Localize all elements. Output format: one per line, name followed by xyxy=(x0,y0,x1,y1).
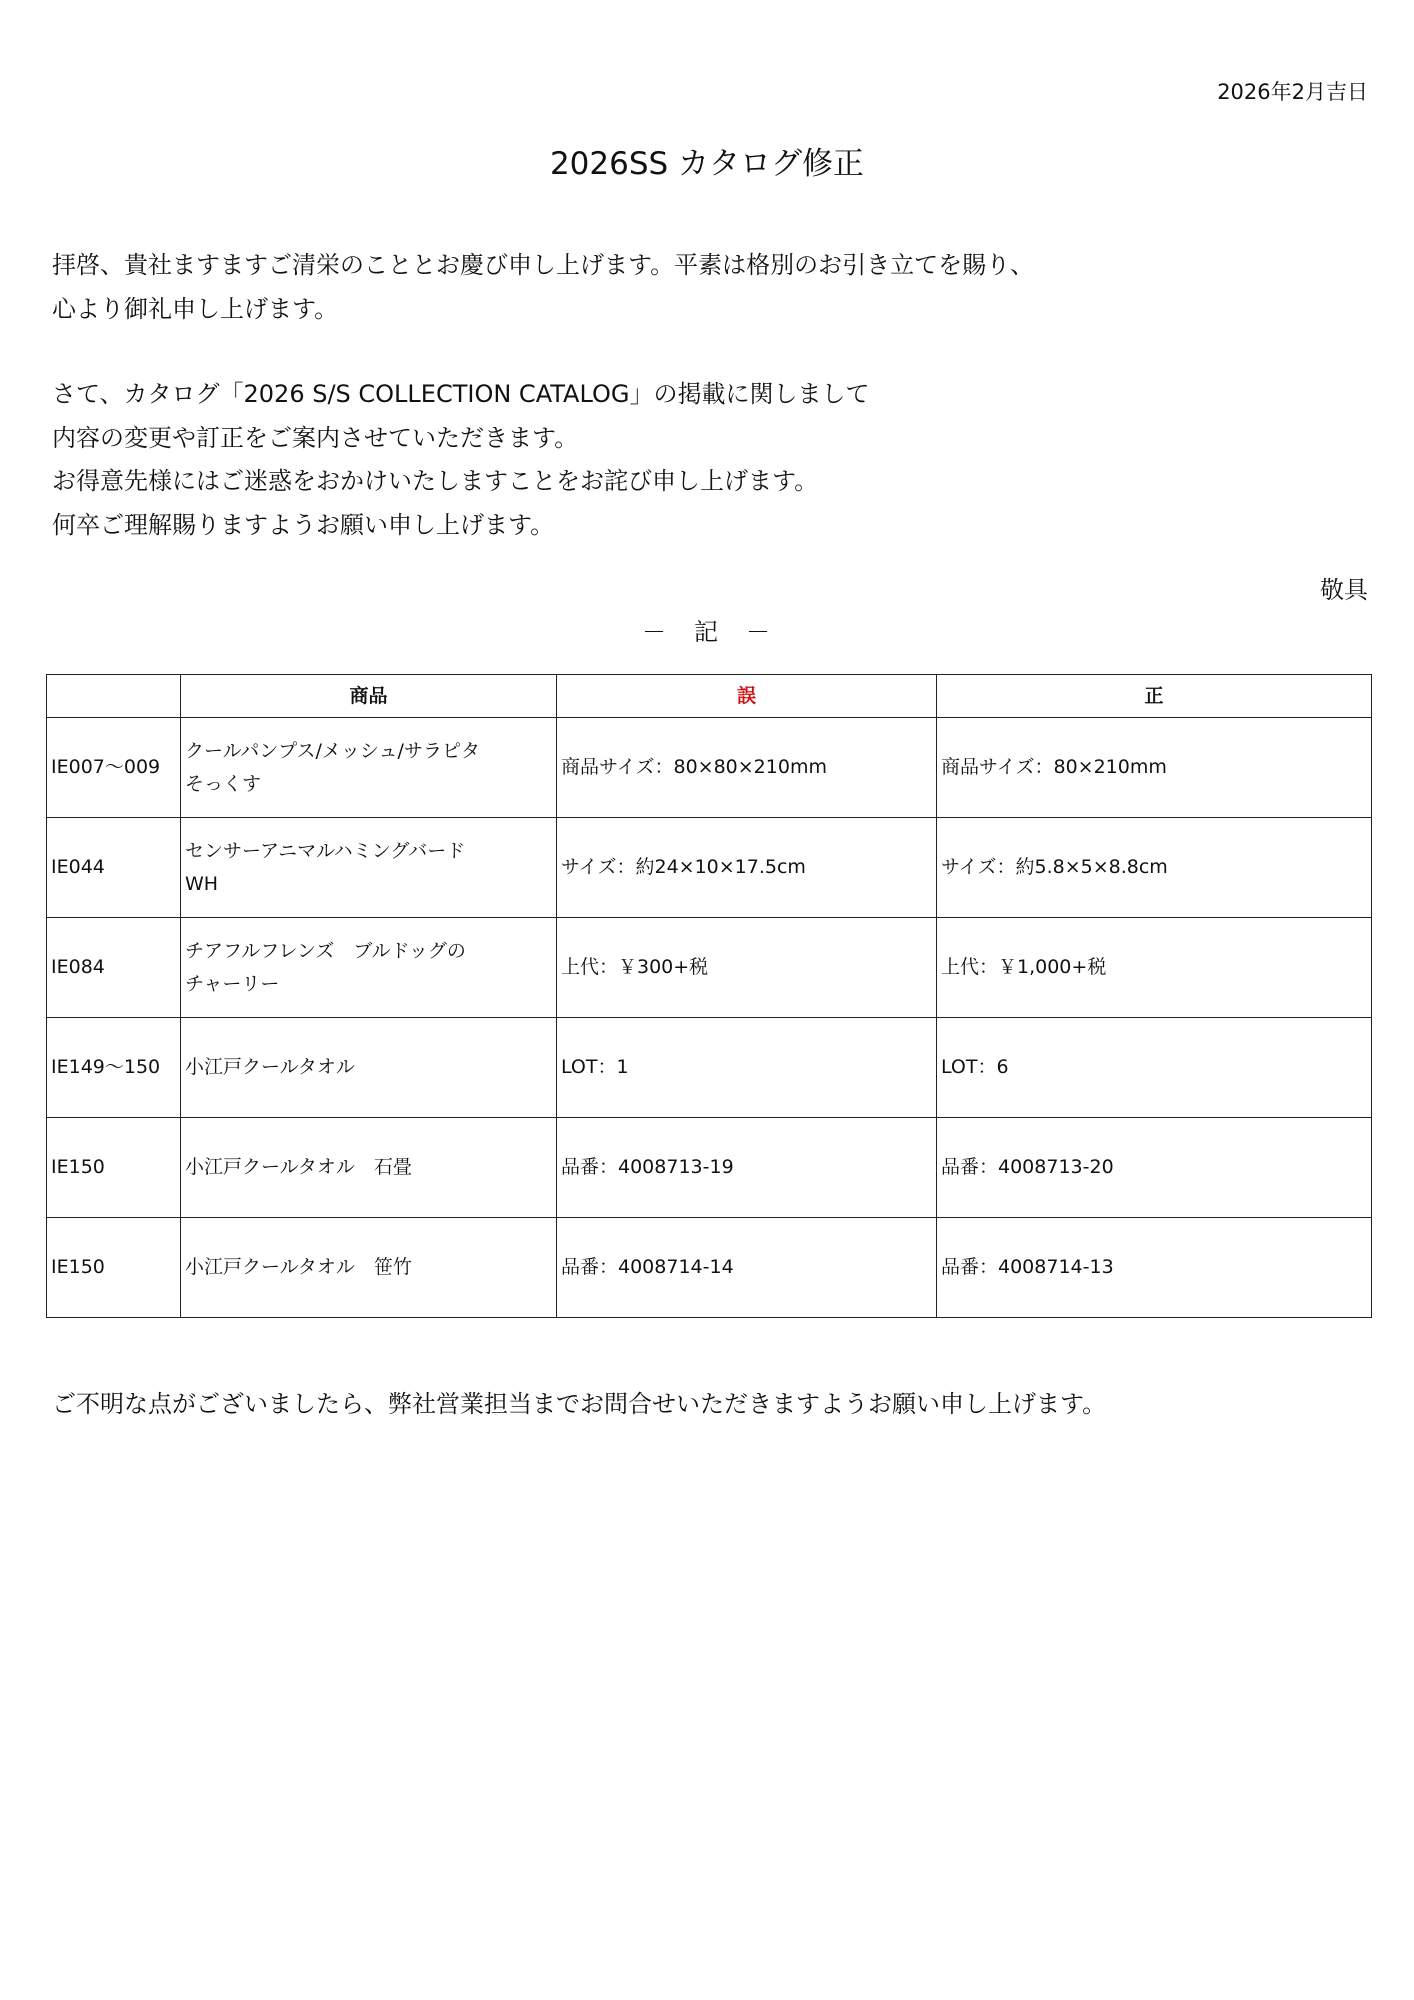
table-row xyxy=(47,1218,1372,1318)
header-product: 商品 xyxy=(181,675,557,718)
document-date: 2026年2月吉日 xyxy=(1217,80,1368,104)
product-line: クールパンプス/メッシュ/サラピタ xyxy=(185,739,480,762)
product-line: 小江戸クールタオル 笹竹 xyxy=(185,1256,412,1278)
table-header-row xyxy=(47,675,1372,718)
cell-product xyxy=(181,1018,557,1118)
cell-correct: 上代：￥1,000+税 xyxy=(937,918,1372,1018)
ki-heading: － 記 － xyxy=(642,618,772,646)
footer-note: ご不明な点がございましたら、弊社営業担当までお問合せいただきますようお願い申し上げます。 xyxy=(52,1390,1107,1418)
cell-wrong: LOT：1 xyxy=(557,1018,937,1118)
cell-correct: サイズ：約5.8×5×8.8cm xyxy=(937,818,1372,918)
cell-product xyxy=(181,718,557,818)
cell-correct: 商品サイズ：80×210mm xyxy=(937,718,1372,818)
cell-wrong: 品番：4008713-19 xyxy=(557,1118,937,1218)
cell-product xyxy=(181,818,557,918)
header-code xyxy=(47,675,181,718)
product-line: チャーリー xyxy=(185,972,280,995)
product-line: チアフルフレンズ ブルドッグの xyxy=(185,939,466,962)
cell-wrong: 品番：4008714-14 xyxy=(557,1218,937,1318)
body-line: お得意先様にはご迷惑をおかけいたしますことをお詫び申し上げます。 xyxy=(52,467,819,495)
product-line: センサーアニマルハミングバード xyxy=(185,839,466,862)
table-row xyxy=(47,1018,1372,1118)
body-paragraph xyxy=(52,373,869,547)
cell-wrong: 商品サイズ：80×80×210mm xyxy=(557,718,937,818)
header-correct: 正 xyxy=(937,675,1372,718)
product-line: そっくす xyxy=(185,772,262,795)
corrections-table xyxy=(46,674,1372,1318)
product-line: WH xyxy=(185,872,219,895)
cell-wrong: 上代：￥300+税 xyxy=(557,918,937,1018)
cell-correct: LOT：6 xyxy=(937,1018,1372,1118)
cell-code: IE150 xyxy=(47,1218,181,1318)
body-line: さて、カタログ「2026 S/S COLLECTION CATALOG」の掲載に関しまして xyxy=(52,380,870,408)
table-row xyxy=(47,718,1372,818)
greeting-line: 拝啓、貴社ますますご清栄のこととお慶び申し上げます。平素は格別のお引き立てを賜り、 xyxy=(52,251,1035,279)
cell-code: IE084 xyxy=(47,918,181,1018)
cell-product xyxy=(181,918,557,1018)
product-line: 小江戸クールタオル xyxy=(185,1056,355,1078)
body-line: 何卒ご理解賜りますようお願い申し上げます。 xyxy=(52,510,555,539)
cell-correct: 品番：4008714-13 xyxy=(937,1218,1372,1318)
cell-product xyxy=(181,1218,557,1318)
table-row xyxy=(47,818,1372,918)
table-row xyxy=(47,918,1372,1018)
greeting-line: 心より御礼申し上げます。 xyxy=(52,294,339,323)
cell-correct: 品番：4008713-20 xyxy=(937,1118,1372,1218)
cell-product xyxy=(181,1118,557,1218)
cell-wrong: サイズ：約24×10×17.5cm xyxy=(557,818,937,918)
header-wrong: 誤 xyxy=(557,675,937,718)
product-line: 小江戸クールタオル 石畳 xyxy=(185,1156,412,1178)
cell-code: IE149～150 xyxy=(47,1018,181,1118)
table-row xyxy=(47,1118,1372,1218)
document-title: 2026SS カタログ修正 xyxy=(549,146,865,182)
body-line: 内容の変更や訂正をご案内させていただきます。 xyxy=(52,423,579,452)
closing-word: 敬具 xyxy=(1320,576,1368,604)
cell-code: IE150 xyxy=(47,1118,181,1218)
cell-code: IE044 xyxy=(47,818,181,918)
cell-code: IE007～009 xyxy=(47,718,181,818)
greeting-paragraph xyxy=(52,244,1034,331)
